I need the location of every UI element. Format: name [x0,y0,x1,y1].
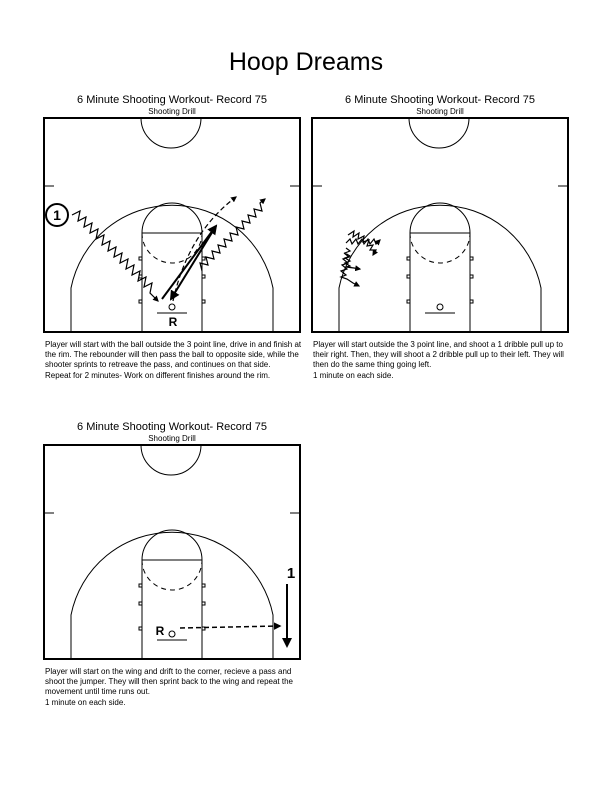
drill-2-description [313,340,571,381]
drill-3-description-p2: 1 minute on each side. [45,697,126,707]
drill-3-subtitle: Shooting Drill [148,434,196,443]
drill-2-title: 6 Minute Shooting Workout- Record 75 [345,94,535,106]
player-1-label: 1 [53,207,61,223]
drill-2-court-diagram [308,113,576,343]
lane-hash-marks [139,584,205,630]
drill-2-description-p1: Player will start outside the 3 point line, and shoot a 1 dribble pull up to their right. Then, they will shoot a 2 dribble pull up to their left. They will then do the same thing going left. [313,340,564,370]
drive-path-arrow [72,211,158,301]
player-1-marker [46,204,68,226]
drill-1-court-diagram [40,113,308,343]
rebounder-label: R [155,624,165,638]
drill-1-description-p1: Player will start with the ball outside the 3 point line, drive in and finish at the rim. The rebounder will then pass the ball to opposite side, while the shooter sprints to retreave the pass, and continues on that side. [45,340,302,370]
pass-dashed-arrow [180,626,280,628]
lane-hash-marks [407,257,473,303]
drill-3-description [45,667,303,708]
pass-dashed-arrow [173,197,236,301]
page-title: Hoop Dreams [228,48,384,76]
drill-3-description-p1: Player will start on the wing and drift to the corner, recieve a pass and shoot the jumper. They will then sprint back to the wing and repeat the movement until time runs out. [45,667,293,697]
drill-1-title: 6 Minute Shooting Workout- Record 75 [77,94,267,106]
half-court-lines [44,118,300,332]
drill-2-subtitle: Shooting Drill [416,107,464,116]
drill-3-court-diagram [40,440,308,670]
drill-1-subtitle: Shooting Drill [148,107,196,116]
drill-1-description-p2: Repeat for 2 minutes- Work on different finishes around the rim. [45,370,271,380]
dribble-left-arrow-1 [345,248,360,269]
half-court-lines [312,118,568,332]
rebounder-label: R [168,315,178,329]
pass-arrow-2 [171,226,216,299]
player-1-label: 1 [286,565,296,582]
drill-3-title: 6 Minute Shooting Workout- Record 75 [77,421,267,433]
drill-2-description-p2: 1 minute on each side. [313,370,394,380]
drill-1-description [45,340,303,381]
